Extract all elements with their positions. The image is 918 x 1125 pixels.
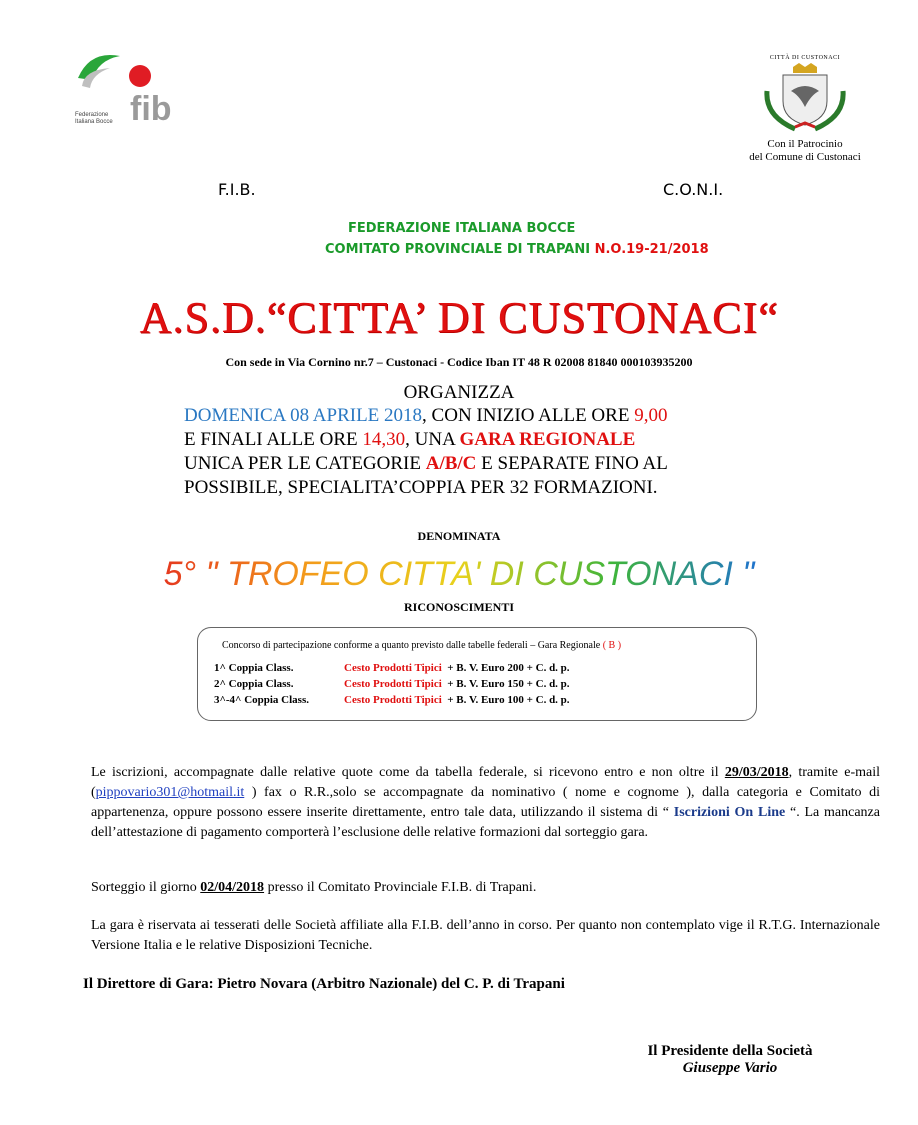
online-registration: Iscrizioni On Line [673, 805, 786, 820]
event-finals-text: E FINALI ALLE ORE [184, 429, 363, 450]
draw-paragraph [91, 878, 880, 898]
prize-row [214, 662, 570, 674]
draw-date: 02/04/2018 [200, 880, 265, 895]
event-categories: A/B/C [425, 453, 477, 474]
prize-place: 1^ Coppia Class. [214, 662, 294, 674]
header-fib: F.I.B. [218, 180, 256, 199]
prize-rest: + B. V. Euro 150 + C. d. p. [447, 678, 570, 690]
p2-text-b: presso il Comitato Provinciale F.I.B. di Trapani. [264, 880, 537, 895]
prizes-intro-text: Concorso di partecipazione conforme a quanto previsto dalle tabelle federali – Gara Regionale [222, 640, 601, 651]
event-start-text: , CON INIZIO ALLE ORE [422, 405, 635, 426]
president-block [625, 1043, 835, 1077]
p2-text-a: Sorteggio il giorno [91, 880, 201, 895]
svg-text:Federazione: Federazione [75, 112, 109, 118]
club-name: A.S.D.“CITTA’ DI CUSTONACI“ [139, 293, 779, 342]
p1-text-d: “. La mancanza dell’attestazione di pagamento comporterà l’esclusione delle relative formazioni dal sorteggio gara. [91, 805, 880, 840]
event-line-4: POSSIBILE, SPECIALITA’COPPIA PER 32 FORMAZIONI. [184, 477, 658, 498]
comune-top-label: CITTÀ DI CUSTONACI [769, 55, 841, 61]
patronage-line-1: Con il Patrocinio [767, 138, 843, 150]
event-line-2 [184, 428, 635, 452]
coat-of-arms-icon [755, 61, 855, 133]
prize-basket: Cesto Prodotti Tipici [344, 694, 442, 706]
denominata-label: DENOMINATA [417, 529, 501, 543]
rules-paragraph: La gara è riservata ai tesserati delle Società affiliate alla F.I.B. dell’anno in corso. Per quanto non contemplato vige il R.T.G. Internazionale Versione Italia e le relative Disposizioni Tecniche. [91, 918, 880, 953]
registration-paragraph [91, 763, 880, 843]
prize-rest: + B. V. Euro 100 + C. d. p. [447, 694, 570, 706]
prizes-box [197, 627, 757, 721]
event-line-3 [184, 452, 668, 476]
prize-row [214, 678, 570, 690]
registration-deadline: 29/03/2018 [724, 765, 789, 780]
event-line3-a: UNICA PER LE CATEGORIE [184, 453, 426, 474]
club-seat: Con sede in Via Cornino nr.7 – Custonaci - Codice Iban IT 48 R 02008 81840 000103935200 [225, 355, 693, 369]
email-link[interactable]: pippovario301@hotmail.it [95, 785, 245, 800]
prizes-intro [222, 640, 621, 651]
event-date: DOMENICA 08 APRILE 2018 [184, 405, 423, 426]
event-start-time: 9,00 [634, 405, 668, 426]
fib-logo [70, 48, 190, 133]
committee-name: COMITATO PROVINCIALE DI TRAPANI [325, 242, 591, 257]
event-line-1 [184, 404, 667, 428]
svg-text:Italiana Bocce: Italiana Bocce [75, 119, 113, 125]
prizes-category: ( B ) [602, 640, 622, 651]
trophy-title: 5° " TROFEO CITTA' DI CUSTONACI " [0, 555, 918, 594]
president-name: Giuseppe Vario [682, 1060, 778, 1076]
committee-code: N.O.19-21/2018 [594, 242, 709, 257]
prize-rest: + B. V. Euro 200 + C. d. p. [447, 662, 570, 674]
prize-row [214, 694, 570, 706]
federation-title: FEDERAZIONE ITALIANA BOCCE [348, 221, 576, 236]
prize-basket: Cesto Prodotti Tipici [344, 662, 442, 674]
prize-place: 3^-4^ Coppia Class. [214, 694, 309, 706]
event-finals-time: 14,30 [362, 429, 406, 450]
organizza-label: ORGANIZZA [403, 382, 515, 403]
p1-text-b: , tramite e-mail ( [91, 765, 880, 800]
header-coni: C.O.N.I. [663, 180, 724, 199]
fib-mark: fib [130, 90, 172, 128]
prize-basket: Cesto Prodotti Tipici [344, 678, 442, 690]
riconoscimenti-label: RICONOSCIMENTI [403, 600, 514, 614]
race-director: Il Direttore di Gara: Pietro Novara (Arbitro Nazionale) del C. P. di Trapani [83, 976, 565, 992]
comune-logo [735, 55, 875, 175]
p1-text-a: Le iscrizioni, accompagnate dalle relative quote come da tabella federale, si ricevono entro e non oltre il [91, 765, 725, 780]
president-title: Il Presidente della Società [647, 1043, 813, 1059]
patronage-line-2: del Comune di Custonaci [749, 151, 861, 163]
prize-place: 2^ Coppia Class. [214, 678, 294, 690]
event-gara: GARA REGIONALE [459, 429, 636, 450]
p1-text-c: ) fax o R.R.,solo se accompagnate da nominativo ( nome e cognome ), dalla categoria e Comitato di appartenenza, oppure possono essere inserite direttamente, entro tale data, utilizzando il sistema di “ [91, 785, 880, 820]
committee-line [325, 242, 709, 257]
event-una: , UNA [405, 429, 460, 450]
event-line3-b: E SEPARATE FINO AL [476, 453, 668, 474]
